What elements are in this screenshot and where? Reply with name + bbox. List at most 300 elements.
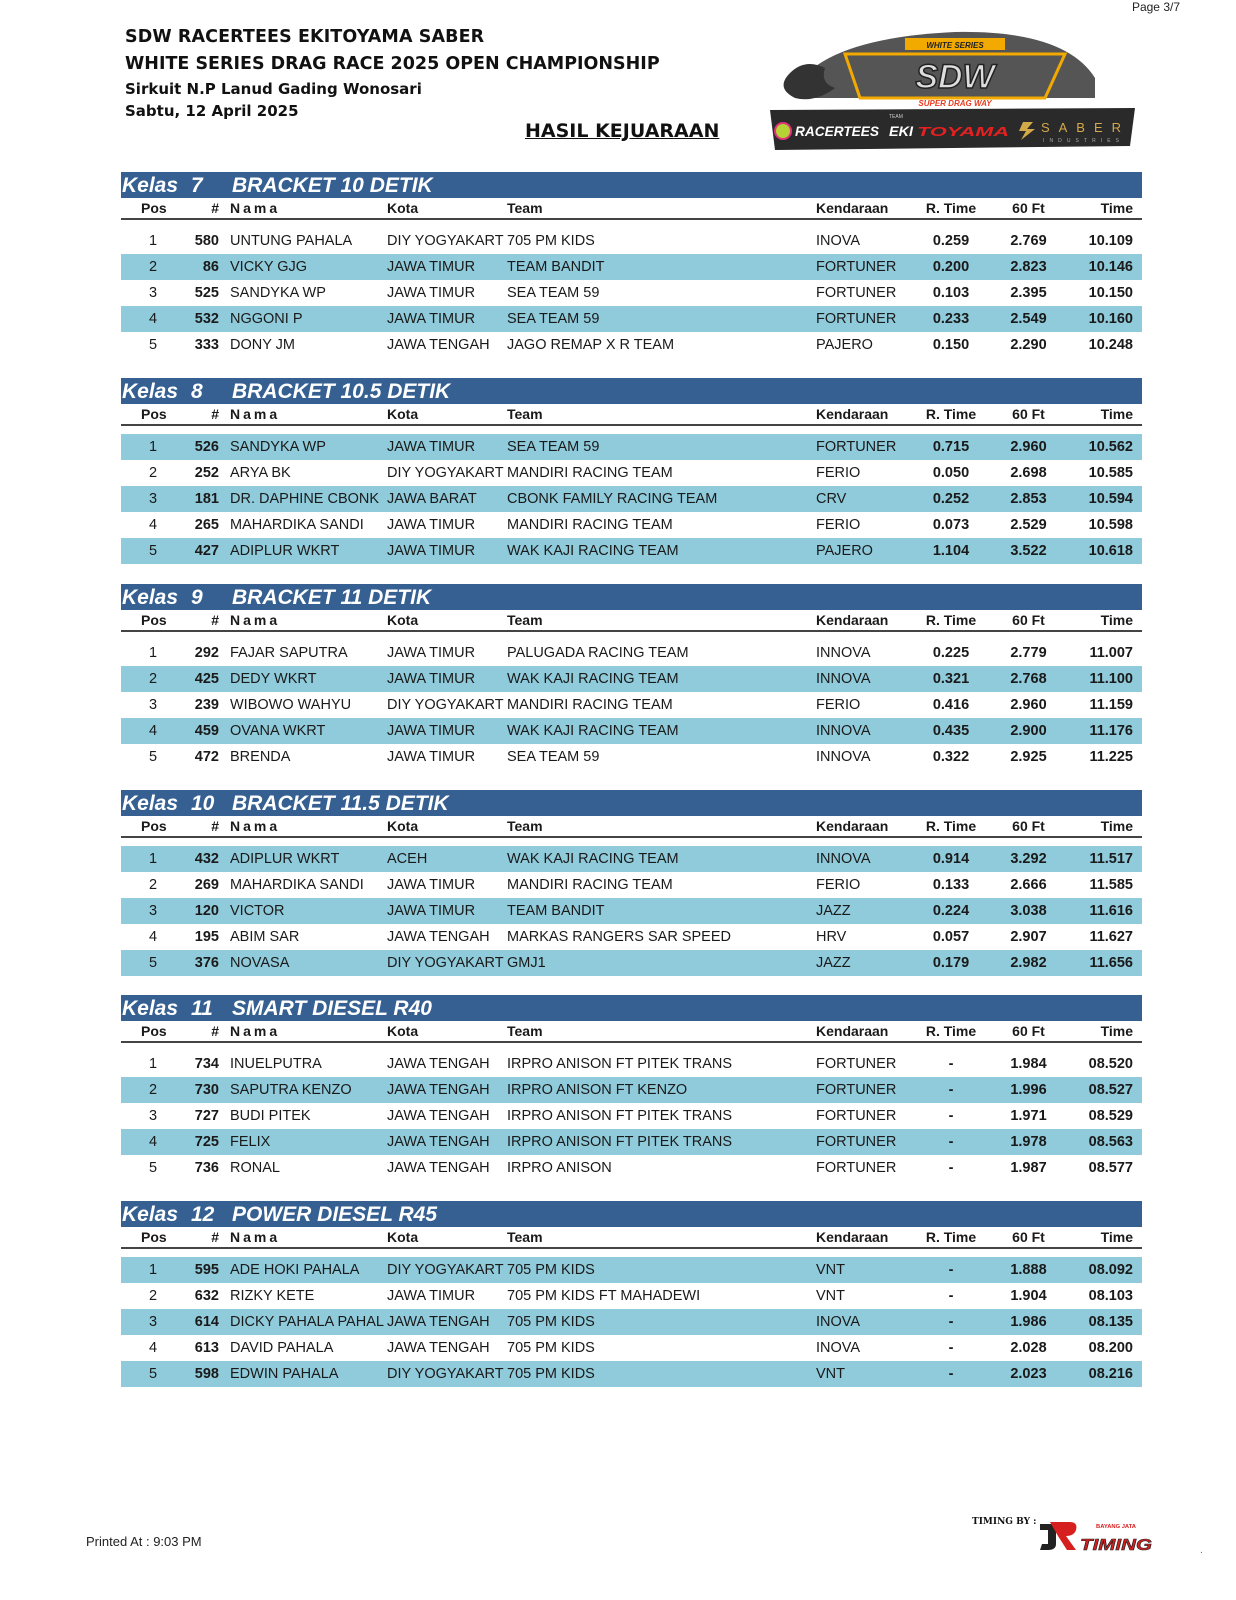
cell-rtime: 0.225	[932, 645, 970, 661]
table-row	[121, 692, 1142, 718]
cell-pos: 5	[148, 955, 158, 971]
cell-kendaraan: FORTUNER	[816, 1108, 897, 1124]
cell-60ft: 1.978	[1010, 1134, 1047, 1150]
cell-number: 459	[194, 723, 219, 739]
cell-time: 11.627	[1089, 929, 1133, 945]
cell-60ft: 2.960	[1010, 439, 1047, 455]
cell-kendaraan: FORTUNER	[816, 311, 897, 327]
cell-time: 08.092	[1088, 1262, 1133, 1278]
cell-nama: NOVASA	[230, 955, 290, 971]
cell-60ft: 2.925	[1010, 749, 1047, 765]
cell-kendaraan: INNOVA	[816, 851, 871, 867]
cell-pos: 4	[148, 1134, 158, 1150]
cell-team: MANDIRI RACING TEAM	[507, 697, 673, 713]
cell-rtime: 0.150	[932, 337, 970, 353]
class-section	[121, 790, 1142, 976]
cell-pos: 5	[148, 749, 158, 765]
cell-pos: 3	[148, 285, 158, 301]
cell-60ft: 2.529	[1010, 517, 1047, 533]
cell-60ft: 2.395	[1010, 285, 1047, 301]
sponsor-eki: EKI	[889, 123, 915, 139]
cell-rtime: -	[948, 1160, 954, 1176]
col-pos: Pos	[141, 200, 167, 216]
cell-kendaraan: JAZZ	[816, 955, 851, 971]
cell-pos: 4	[148, 311, 158, 327]
cell-pos: 1	[148, 233, 158, 249]
class-section	[121, 584, 1142, 770]
cell-nama: RIZKY KETE	[230, 1288, 315, 1304]
cell-team: MARKAS RANGERS SAR SPEED	[507, 929, 731, 945]
cell-time: 08.135	[1088, 1314, 1133, 1330]
cell-nama: ADE HOKI PAHALA	[230, 1262, 360, 1278]
col-kendaraan: Kendaraan	[816, 818, 889, 834]
cell-60ft: 2.768	[1010, 671, 1047, 687]
cell-number: 725	[194, 1134, 219, 1150]
cell-time: 11.225	[1089, 749, 1133, 765]
cell-pos: 3	[148, 697, 158, 713]
cell-number: 734	[194, 1056, 219, 1072]
col-time: Time	[1100, 818, 1133, 834]
result-rows	[121, 640, 1142, 770]
cell-nama: MAHARDIKA SANDI	[230, 517, 364, 533]
cell-nama: DR. DAPHINE CBONK	[230, 491, 380, 507]
cell-kendaraan: VNT	[816, 1288, 845, 1304]
col-60ft: 60 Ft	[1012, 818, 1045, 834]
cell-pos: 1	[148, 851, 158, 867]
cell-rtime: 0.057	[932, 929, 970, 945]
cell-time: 11.176	[1089, 723, 1133, 739]
col-rtime: R. Time	[925, 200, 977, 216]
logo-main-text: SDW	[915, 58, 995, 96]
cell-60ft: 1.904	[1010, 1288, 1047, 1304]
cell-number: 598	[194, 1366, 219, 1382]
class-number: 11	[191, 997, 213, 1020]
table-row	[121, 666, 1142, 692]
class-label: Kelas	[122, 380, 179, 403]
cell-team: WAK KAJI RACING TEAM	[507, 723, 679, 739]
col-time: Time	[1100, 1229, 1133, 1245]
cell-nama: RONAL	[230, 1160, 280, 1176]
class-label: Kelas	[122, 586, 179, 609]
col-team: Team	[507, 200, 543, 216]
cell-60ft: 2.853	[1010, 491, 1047, 507]
cell-nama: ADIPLUR WKRT	[230, 543, 340, 559]
cell-number: 292	[194, 645, 219, 661]
col-team: Team	[507, 406, 543, 422]
table-row	[121, 332, 1142, 358]
cell-kota: JAWA TIMUR	[387, 285, 476, 301]
col-pos: Pos	[141, 1023, 167, 1039]
cell-rtime: 0.233	[932, 311, 970, 327]
cell-kota: JAWA TENGAH	[387, 1314, 490, 1330]
cell-nama: BUDI PITEK	[230, 1108, 311, 1124]
cell-kota: JAWA TIMUR	[387, 259, 476, 275]
cell-pos: 4	[148, 929, 158, 945]
cell-rtime: 0.715	[932, 439, 970, 455]
table-row	[121, 1309, 1142, 1335]
col-kota: Kota	[387, 1023, 419, 1039]
cell-team: SEA TEAM 59	[507, 285, 600, 301]
cell-rtime: 0.224	[932, 903, 970, 919]
table-row	[121, 744, 1142, 770]
cell-team: IRPRO ANISON FT KENZO	[507, 1082, 688, 1098]
cell-number: 181	[194, 491, 219, 507]
cell-pos: 5	[148, 1160, 158, 1176]
col-number: #	[211, 1023, 219, 1039]
col-kendaraan: Kendaraan	[816, 1229, 889, 1245]
cell-kendaraan: FERIO	[816, 465, 861, 481]
cell-pos: 4	[148, 517, 158, 533]
cell-kota: JAWA TENGAH	[387, 1056, 490, 1072]
cell-number: 613	[194, 1340, 219, 1356]
col-time: Time	[1100, 406, 1133, 422]
class-section	[121, 1201, 1142, 1387]
class-title-bar	[121, 1201, 1142, 1227]
cell-number: 727	[194, 1108, 219, 1124]
cell-60ft: 2.290	[1010, 337, 1047, 353]
cell-kota: JAWA TENGAH	[387, 1108, 490, 1124]
event-venue: Sirkuit N.P Lanud Gading Wonosari	[125, 80, 422, 98]
result-rows	[121, 1257, 1142, 1387]
cell-kota: DIY YOGYAKART	[387, 955, 504, 971]
cell-time: 08.216	[1088, 1366, 1133, 1382]
cell-60ft: 2.666	[1010, 877, 1047, 893]
cell-60ft: 3.292	[1010, 851, 1047, 867]
cell-number: 526	[194, 439, 219, 455]
cell-team: SEA TEAM 59	[507, 439, 600, 455]
cell-nama: DEDY WKRT	[230, 671, 317, 687]
cell-kendaraan: INOVA	[816, 233, 861, 249]
cell-rtime: -	[948, 1262, 954, 1278]
cell-rtime: 0.073	[932, 517, 970, 533]
cell-kendaraan: FERIO	[816, 877, 861, 893]
cell-time: 08.529	[1088, 1108, 1133, 1124]
page-number: Page 3/7	[1131, 0, 1180, 14]
sponsor-team-label: TEAM	[889, 114, 903, 120]
cell-team: GMJ1	[507, 955, 546, 971]
cell-kota: JAWA TIMUR	[387, 749, 476, 765]
cell-kota: JAWA TENGAH	[387, 337, 490, 353]
cell-kota: JAWA TENGAH	[387, 929, 490, 945]
cell-team: 705 PM KIDS	[507, 1340, 595, 1356]
cell-number: 532	[194, 311, 219, 327]
column-header-row	[121, 610, 1142, 632]
cell-rtime: -	[948, 1288, 954, 1304]
cell-nama: ADIPLUR WKRT	[230, 851, 340, 867]
class-title-bar	[121, 378, 1142, 404]
cell-team: IRPRO ANISON FT PITEK TRANS	[507, 1134, 733, 1150]
cell-time: 10.598	[1088, 517, 1133, 533]
cell-time: 11.656	[1089, 955, 1133, 971]
column-header-row	[121, 1227, 1142, 1249]
cell-kota: JAWA TENGAH	[387, 1134, 490, 1150]
cell-nama: OVANA WKRT	[230, 723, 326, 739]
class-title-bar	[121, 584, 1142, 610]
cell-kota: JAWA BARAT	[387, 491, 477, 507]
cell-number: 265	[194, 517, 219, 533]
cell-number: 239	[194, 697, 219, 713]
col-nama: Nama	[230, 1023, 281, 1039]
col-rtime: R. Time	[925, 406, 977, 422]
cell-number: 120	[194, 903, 219, 919]
cell-time: 10.150	[1088, 285, 1133, 301]
cell-time: 08.103	[1088, 1288, 1133, 1304]
col-60ft: 60 Ft	[1012, 1023, 1045, 1039]
cell-team: TEAM BANDIT	[507, 259, 605, 275]
cell-team: 705 PM KIDS FT MAHADEWI	[507, 1288, 701, 1304]
cell-kota: DIY YOGYAKART	[387, 1366, 504, 1382]
cell-kendaraan: HRV	[816, 929, 847, 945]
col-rtime: R. Time	[925, 818, 977, 834]
col-kota: Kota	[387, 1229, 419, 1245]
class-label: Kelas	[122, 1203, 179, 1226]
cell-kendaraan: INNOVA	[816, 671, 871, 687]
table-row	[121, 254, 1142, 280]
cell-number: 333	[194, 337, 219, 353]
cell-time: 10.594	[1088, 491, 1133, 507]
cell-60ft: 2.982	[1010, 955, 1047, 971]
cell-team: 705 PM KIDS	[507, 233, 595, 249]
cell-team: 705 PM KIDS	[507, 1366, 595, 1382]
col-kota: Kota	[387, 200, 419, 216]
cell-kota: JAWA TIMUR	[387, 877, 476, 893]
col-team: Team	[507, 818, 543, 834]
cell-nama: DICKY PAHALA PAHAL	[230, 1314, 384, 1330]
cell-rtime: 0.103	[932, 285, 970, 301]
cell-team: MANDIRI RACING TEAM	[507, 465, 673, 481]
cell-time: 10.618	[1088, 543, 1133, 559]
cell-nama: DAVID PAHALA	[230, 1340, 334, 1356]
cell-60ft: 1.971	[1010, 1108, 1047, 1124]
cell-rtime: 0.322	[932, 749, 970, 765]
cell-nama: SANDYKA WP	[230, 285, 326, 301]
cell-nama: UNTUNG PAHALA	[230, 233, 353, 249]
col-time: Time	[1100, 612, 1133, 628]
cell-kota: JAWA TIMUR	[387, 723, 476, 739]
cell-team: IRPRO ANISON FT PITEK TRANS	[507, 1108, 733, 1124]
col-rtime: R. Time	[925, 612, 977, 628]
class-title-bar	[121, 995, 1142, 1021]
cell-time: 11.616	[1089, 903, 1133, 919]
cell-number: 432	[194, 851, 219, 867]
cell-team: WAK KAJI RACING TEAM	[507, 671, 679, 687]
cell-time: 08.563	[1088, 1134, 1133, 1150]
timing-logo-text: TIMING	[1080, 1537, 1152, 1554]
cell-time: 10.109	[1088, 233, 1133, 249]
cell-rtime: 0.321	[932, 671, 970, 687]
table-row	[121, 898, 1142, 924]
class-name: BRACKET 10 DETIK	[232, 174, 433, 197]
col-team: Team	[507, 1229, 543, 1245]
cell-number: 580	[194, 233, 219, 249]
cell-60ft: 3.038	[1010, 903, 1047, 919]
cell-team: PALUGADA RACING TEAM	[507, 645, 689, 661]
cell-rtime: 0.416	[932, 697, 970, 713]
cell-60ft: 2.907	[1010, 929, 1047, 945]
sponsor-saber: SABER	[1041, 120, 1121, 135]
cell-time: 11.517	[1089, 851, 1133, 867]
cell-nama: NGGONI P	[230, 311, 303, 327]
cell-nama: VICKY GJG	[230, 259, 308, 275]
cell-team: TEAM BANDIT	[507, 903, 605, 919]
table-row	[121, 1257, 1142, 1283]
cell-team: 705 PM KIDS	[507, 1262, 595, 1278]
cell-kendaraan: INOVA	[816, 1314, 861, 1330]
cell-number: 427	[194, 543, 219, 559]
cell-nama: VICTOR	[230, 903, 285, 919]
cell-rtime: 0.133	[932, 877, 970, 893]
col-kota: Kota	[387, 818, 419, 834]
cell-nama: BRENDA	[230, 749, 291, 765]
cell-time: 10.160	[1088, 311, 1133, 327]
cell-60ft: 3.522	[1010, 543, 1047, 559]
timing-logo	[1036, 1518, 1156, 1554]
cell-kendaraan: FORTUNER	[816, 439, 897, 455]
table-row	[121, 950, 1142, 976]
cell-kendaraan: FORTUNER	[816, 1082, 897, 1098]
table-row	[121, 718, 1142, 744]
cell-pos: 2	[148, 465, 158, 481]
cell-kota: JAWA TIMUR	[387, 439, 476, 455]
class-title-bar	[121, 790, 1142, 816]
cell-nama: ABIM SAR	[230, 929, 300, 945]
cell-rtime: -	[948, 1108, 954, 1124]
logo-banner-text: WHITE SERIES	[926, 41, 984, 50]
cell-kendaraan: INNOVA	[816, 645, 871, 661]
col-team: Team	[507, 1023, 543, 1039]
table-row	[121, 846, 1142, 872]
event-date: Sabtu, 12 April 2025	[125, 102, 299, 120]
cell-kendaraan: CRV	[816, 491, 847, 507]
col-pos: Pos	[141, 818, 167, 834]
cell-kota: JAWA TIMUR	[387, 671, 476, 687]
cell-pos: 5	[148, 1366, 158, 1382]
cell-kota: JAWA TENGAH	[387, 1082, 490, 1098]
class-name: BRACKET 11 DETIK	[232, 586, 432, 609]
cell-kota: ACEH	[387, 851, 428, 867]
cell-rtime: 0.179	[932, 955, 970, 971]
class-name: BRACKET 11.5 DETIK	[232, 792, 449, 815]
table-row	[121, 640, 1142, 666]
col-nama: Nama	[230, 612, 281, 628]
cell-kota: JAWA TIMUR	[387, 543, 476, 559]
col-nama: Nama	[230, 1229, 281, 1245]
cell-nama: WIBOWO WAHYU	[230, 697, 352, 713]
cell-kendaraan: INOVA	[816, 1340, 861, 1356]
col-nama: Nama	[230, 406, 281, 422]
printed-at: Printed At : 9:03 PM	[86, 1534, 202, 1549]
cell-nama: SAPUTRA KENZO	[230, 1082, 352, 1098]
column-header-row	[121, 198, 1142, 220]
table-row	[121, 1103, 1142, 1129]
col-time: Time	[1100, 200, 1133, 216]
cell-pos: 3	[148, 903, 158, 919]
result-rows	[121, 434, 1142, 564]
cell-rtime: 0.200	[932, 259, 970, 275]
cell-60ft: 2.698	[1010, 465, 1047, 481]
timing-by-label: TIMING BY :	[972, 1517, 1037, 1527]
col-60ft: 60 Ft	[1012, 1229, 1045, 1245]
logo-tagline: SUPER DRAG WAY	[918, 99, 992, 108]
col-number: #	[211, 1229, 219, 1245]
col-60ft: 60 Ft	[1012, 200, 1045, 216]
timing-logo-small: BAYANG JATA	[1096, 1524, 1137, 1530]
cell-kendaraan: PAJERO	[816, 337, 873, 353]
cell-number: 195	[194, 929, 219, 945]
cell-number: 736	[194, 1160, 219, 1176]
cell-60ft: 2.823	[1010, 259, 1047, 275]
cell-kota: JAWA TIMUR	[387, 645, 476, 661]
class-section	[121, 172, 1142, 358]
col-kendaraan: Kendaraan	[816, 406, 889, 422]
table-row	[121, 1335, 1142, 1361]
cell-kendaraan: FORTUNER	[816, 259, 897, 275]
cell-60ft: 1.996	[1010, 1082, 1047, 1098]
cell-number: 595	[194, 1262, 219, 1278]
cell-number: 252	[194, 465, 219, 481]
racertees-badge-icon	[775, 123, 791, 139]
page-dot: .	[1200, 1545, 1203, 1556]
col-nama: Nama	[230, 818, 281, 834]
event-header	[125, 24, 660, 122]
cell-team: IRPRO ANISON	[507, 1160, 612, 1176]
cell-number: 525	[194, 285, 219, 301]
cell-kendaraan: FORTUNER	[816, 1134, 897, 1150]
cell-kendaraan: INNOVA	[816, 749, 871, 765]
cell-kota: DIY YOGYAKART	[387, 233, 504, 249]
cell-60ft: 2.023	[1010, 1366, 1047, 1382]
result-rows	[121, 1051, 1142, 1181]
class-number: 12	[191, 1203, 215, 1226]
cell-rtime: -	[948, 1314, 954, 1330]
cell-kendaraan: FERIO	[816, 517, 861, 533]
cell-rtime: -	[948, 1340, 954, 1356]
table-row	[121, 538, 1142, 564]
cell-number: 730	[194, 1082, 219, 1098]
cell-rtime: 0.050	[932, 465, 970, 481]
class-section	[121, 995, 1142, 1181]
class-name: BRACKET 10.5 DETIK	[232, 380, 451, 403]
cell-rtime: 0.914	[932, 851, 970, 867]
cell-60ft: 2.549	[1010, 311, 1047, 327]
col-kendaraan: Kendaraan	[816, 200, 889, 216]
cell-rtime: -	[948, 1056, 954, 1072]
table-row	[121, 512, 1142, 538]
sponsor-toyama: TOYAMA	[917, 124, 1009, 139]
cell-nama: EDWIN PAHALA	[230, 1366, 339, 1382]
cell-pos: 1	[148, 1262, 158, 1278]
event-title: SDW RACERTEES EKITOYAMA SABER	[125, 27, 485, 47]
cell-pos: 2	[148, 877, 158, 893]
cell-rtime: 0.259	[932, 233, 970, 249]
col-team: Team	[507, 612, 543, 628]
table-row	[121, 228, 1142, 254]
cell-number: 376	[194, 955, 219, 971]
class-number: 9	[191, 586, 203, 609]
col-pos: Pos	[141, 1229, 167, 1245]
class-section	[121, 378, 1142, 564]
cell-time: 08.520	[1088, 1056, 1133, 1072]
cell-kendaraan: FERIO	[816, 697, 861, 713]
cell-number: 472	[194, 749, 219, 765]
table-row	[121, 1129, 1142, 1155]
cell-60ft: 2.028	[1010, 1340, 1047, 1356]
cell-pos: 4	[148, 1340, 158, 1356]
table-row	[121, 924, 1142, 950]
col-number: #	[211, 200, 219, 216]
cell-nama: DONY JM	[230, 337, 295, 353]
result-rows	[121, 846, 1142, 976]
